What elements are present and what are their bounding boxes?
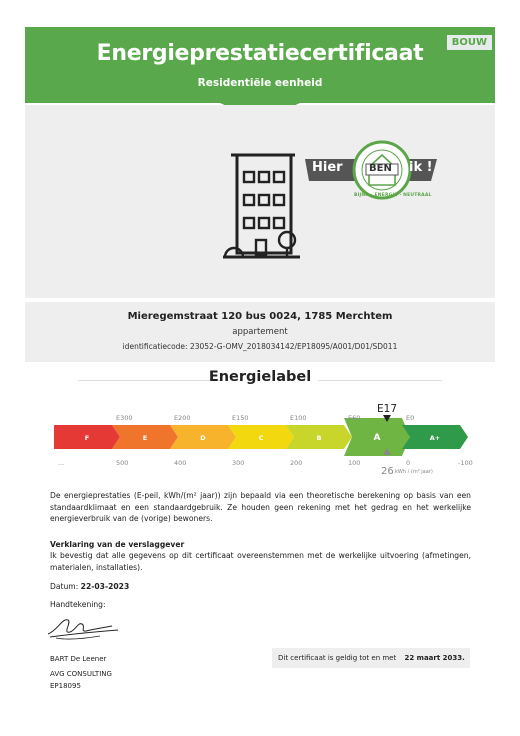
ben-ring-text: BIJNA · ENERGIE · NEUTRAAL xyxy=(354,193,432,198)
energy-class-top-tick: E0 xyxy=(406,414,415,422)
score-value: 26 xyxy=(381,466,394,477)
energy-scale-last-tick: -100 xyxy=(458,459,473,467)
energy-label-scale xyxy=(0,395,520,480)
certificate-subtitle: Residentiële eenheid xyxy=(197,77,323,89)
building-illustration-panel xyxy=(25,105,495,298)
declaration-title: Verklaring van de verslaggever xyxy=(50,540,185,549)
ben-left-text: Hier xyxy=(312,160,343,175)
bouw-badge: BOUW xyxy=(447,35,492,50)
validity-date: 22 maart 2033. xyxy=(404,654,465,662)
reporter-name: BART De Leener xyxy=(50,655,107,663)
energy-class-label: A+ xyxy=(429,434,441,442)
certificate-title: Energieprestatiecertificaat xyxy=(96,41,424,66)
energy-class-top-tick: E150 xyxy=(232,414,249,422)
energy-class-top-tick: E300 xyxy=(116,414,133,422)
ben-right-text: ik ! xyxy=(409,160,433,175)
ben-logo xyxy=(25,105,495,298)
energy-class-bottom-tick: 0 xyxy=(406,459,411,467)
energy-class-label: F xyxy=(84,434,90,442)
energy-class-top-tick: E200 xyxy=(174,414,191,422)
energy-class-bottom-tick: 500 xyxy=(116,459,129,467)
energy-class-label: C xyxy=(258,434,264,442)
validity-box xyxy=(272,648,470,668)
company-name: AVG CONSULTING xyxy=(50,670,112,678)
energy-class-top-tick: E60 xyxy=(348,414,361,422)
energy-class-bottom-tick: 100 xyxy=(348,459,361,467)
energy-class-bottom-tick: ... xyxy=(58,459,65,467)
ben-center-text: BEN xyxy=(369,163,392,174)
declaration-body: Ik bevestig dat alle gegevens op dit certificaat overeenstemmen met de werkelijke uitvoering (afmetingen, materialen, installaties). xyxy=(50,551,471,572)
energy-class-label: E xyxy=(142,434,148,442)
property-info-panel xyxy=(25,302,495,362)
date-value: 22-03-2023 xyxy=(80,582,130,591)
signature-image xyxy=(42,612,122,642)
validity-text: Dit certificaat is geldig tot en met xyxy=(278,654,397,662)
property-address: Mieregemstraat 120 bus 0024, 1785 Merchtem xyxy=(127,311,393,322)
energy-class-bottom-tick: 300 xyxy=(232,459,245,467)
energy-class-label: B xyxy=(316,434,322,442)
energy-class-bottom-tick: 400 xyxy=(174,459,187,467)
date-line xyxy=(50,581,471,593)
signature-label: Handtekening: xyxy=(50,600,106,609)
identification-code: identificatiecode: 23052-G-OMV_2018034142/EP18095/A001/D01/SD011 xyxy=(122,342,398,351)
score-unit: kWh / (m² jaar) xyxy=(395,469,433,475)
energy-label-title: Energielabel xyxy=(208,369,312,385)
energy-class-label: D xyxy=(200,434,206,442)
reporter-id: EP18095 xyxy=(50,682,81,690)
energy-class-label: A xyxy=(373,433,381,443)
date-label: Datum: xyxy=(50,582,79,591)
property-type: appartement xyxy=(232,327,288,337)
intro-text: De energieprestaties (E-peil, kWh/(m² jaar)) zijn bepaald via een theoretische berekening op basis van een standaardklimaat en een standaardgebruik. Ze houden geen rekening met het gedrag en het werkelijke energieverbruik van de (vorige) bewoners. xyxy=(50,491,471,524)
e-level-value: E17 xyxy=(377,403,397,415)
energy-class-bottom-tick: 200 xyxy=(290,459,303,467)
divider-right xyxy=(318,380,442,381)
energy-class-top-tick: E100 xyxy=(290,414,307,422)
